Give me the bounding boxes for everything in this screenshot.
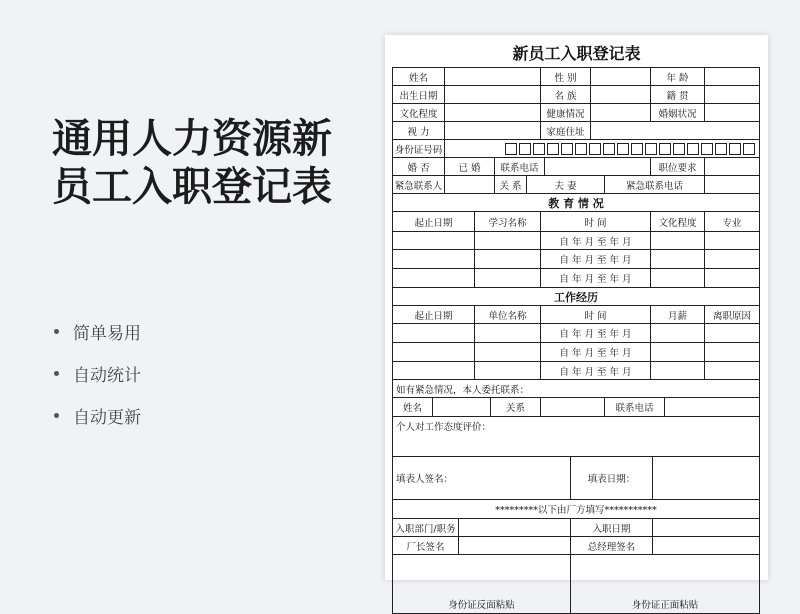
label-contact-phone: 联系电话 [494,157,545,176]
bullet-icon [54,413,59,418]
edu-cell [650,249,705,269]
label-job-requirement: 职位要求 [650,157,705,176]
field-vision [444,121,541,140]
field-gm-sign [652,536,760,555]
field-home-address [590,121,760,140]
work-title: 工作经历 [392,287,760,306]
work-header: 月薪 [650,305,705,324]
id-digit-box [729,143,741,155]
id-digit-box [617,143,629,155]
label-emergency-phone: 紧急联系电话 [604,175,705,194]
edu-cell [650,268,705,288]
factory-banner: *********以下由厂方填写*********** [392,499,760,519]
label-married: 婚 否 [392,157,445,176]
feature-label: 简单易用 [73,323,141,344]
page-title-line-2: 员工入职登记表 [52,164,332,210]
feature-list [54,310,141,436]
work-time-cell: 自 年 月 至 年 月 [540,361,651,380]
page-title-line-1: 通用人力资源新 [52,116,332,162]
field-relation: 夫 妻 [526,175,605,194]
field-entrust-relation [540,397,605,417]
work-cell [474,361,541,380]
label-ethnicity: 名 族 [540,85,591,104]
field-director-sign [458,536,571,555]
id-digit-box [743,143,755,155]
label-health: 健康情况 [540,103,591,122]
field-emergency-contact [444,175,495,194]
work-header: 起止日期 [392,305,475,324]
work-header: 离职原因 [704,305,760,324]
work-cell [704,342,760,362]
filler-sign: 填表人签名： [392,456,571,500]
edu-header: 专业 [704,211,760,232]
field-married: 已 婚 [444,157,495,176]
field-marital-status [704,103,760,122]
bullet-icon [54,371,59,376]
label-education: 文化程度 [392,103,445,122]
edu-cell [704,249,760,269]
id-digit-box [533,143,545,155]
field-entrust-name [432,397,491,417]
id-digit-box [659,143,671,155]
page-title [52,115,362,211]
field-id-number [444,139,760,158]
feature-label: 自动统计 [73,365,141,386]
label-entrust-relation: 关系 [490,397,541,417]
form-document [385,35,768,611]
field-contact-phone [544,157,651,176]
field-entry-date [652,518,760,537]
label-emergency-contact: 紧急联系人 [392,175,445,194]
id-digit-box [547,143,559,155]
work-cell [650,323,705,343]
label-age: 年 龄 [650,67,705,86]
id-digit-box [701,143,713,155]
label-home-address: 家庭住址 [540,121,591,140]
label-relation: 关 系 [494,175,527,194]
work-cell [704,323,760,343]
id-digit-box [673,143,685,155]
work-header: 时 间 [540,305,651,324]
edu-cell [704,231,760,250]
edu-time-cell: 自 年 月 至 年 月 [540,268,651,288]
id-digit-box [589,143,601,155]
field-dept-post [458,518,571,537]
field-emergency-phone [704,175,760,194]
feature-item [54,394,141,436]
work-cell [392,342,475,362]
work-header: 单位名称 [474,305,541,324]
label-id-number: 身份证号码 [392,139,445,158]
field-health [590,103,651,122]
work-cell [650,361,705,380]
label-gender: 性 别 [540,67,591,86]
feature-item [54,310,141,352]
field-birth-date [444,85,541,104]
label-entrust-name: 姓名 [392,397,433,417]
work-cell [474,342,541,362]
id-digit-box [575,143,587,155]
edu-header: 起止日期 [392,211,475,232]
id-front-paste-area: 身份证正面粘贴 [570,554,760,614]
label-entry-date: 入职日期 [570,518,653,537]
entrust-text: 如有紧急情况，本人委托联系： [392,379,760,398]
edu-time-cell: 自 年 月 至 年 月 [540,249,651,269]
field-name [444,67,541,86]
edu-cell [392,249,475,269]
field-gender [590,67,651,86]
label-marital-status: 婚姻状况 [650,103,705,122]
label-gm-sign: 总经理签名 [570,536,653,555]
field-native-place [704,85,760,104]
edu-header: 文化程度 [650,211,705,232]
work-cell [704,361,760,380]
id-digit-box [505,143,517,155]
edu-header: 时 间 [540,211,651,232]
field-fill-date [652,456,760,500]
id-digit-box [715,143,727,155]
label-native-place: 籍 贯 [650,85,705,104]
id-digit-box [561,143,573,155]
work-cell [474,323,541,343]
work-cell [392,361,475,380]
evaluation-area: 个人对工作态度评价： [392,416,760,457]
label-entrust-phone: 联系电话 [604,397,665,417]
edu-cell [474,231,541,250]
edu-cell [650,231,705,250]
label-dept-post: 入职部门/职务 [392,518,459,537]
edu-time-cell: 自 年 月 至 年 月 [540,231,651,250]
form-table [393,68,760,611]
label-vision: 视 力 [392,121,445,140]
work-time-cell: 自 年 月 至 年 月 [540,323,651,343]
field-entrust-phone [664,397,760,417]
feature-item [54,352,141,394]
edu-cell [392,231,475,250]
field-education [444,103,541,122]
field-age [704,67,760,86]
work-cell [392,323,475,343]
label-name: 姓名 [392,67,445,86]
id-digit-box [519,143,531,155]
education-title: 教 育 情 况 [392,193,760,212]
work-time-cell: 自 年 月 至 年 月 [540,342,651,362]
edu-cell [474,268,541,288]
edu-header: 学习名称 [474,211,541,232]
id-digit-box [603,143,615,155]
id-digit-box [687,143,699,155]
id-back-paste-area: 身份证反面粘贴 [392,554,571,614]
field-ethnicity [590,85,651,104]
fill-date: 填表日期： [570,456,653,500]
id-digit-box [631,143,643,155]
edu-cell [392,268,475,288]
label-birth-date: 出生日期 [392,85,445,104]
feature-label: 自动更新 [73,407,141,428]
edu-cell [474,249,541,269]
id-digit-box [645,143,657,155]
label-director-sign: 厂长签名 [392,536,459,555]
form-title: 新员工入职登记表 [512,44,641,63]
bullet-icon [54,329,59,334]
field-job-requirement [704,157,760,176]
edu-cell [704,268,760,288]
work-cell [650,342,705,362]
